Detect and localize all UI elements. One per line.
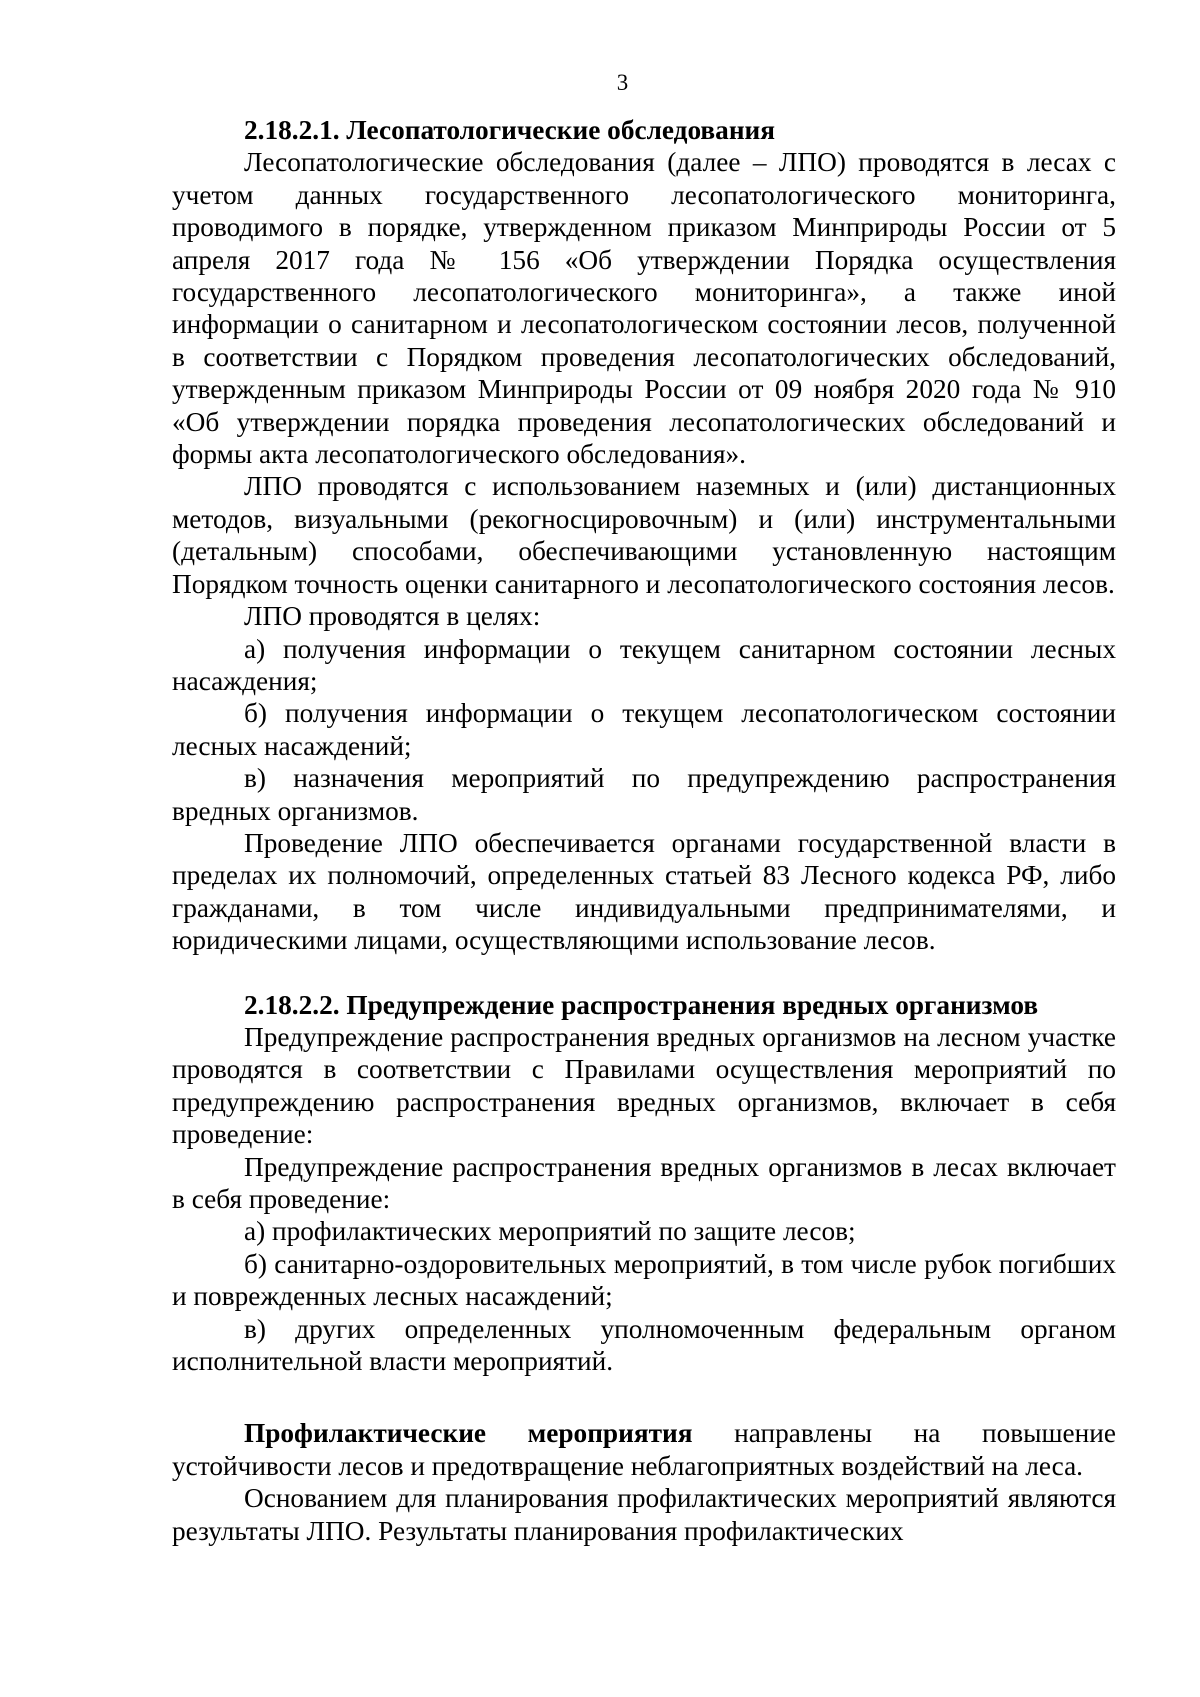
paragraph: Лесопатологические обследования (далее – ЛПО) проводятся в лесах с учетом данных государственного лесопатологического мониторинга, проводимого в порядке, утвержденном приказом Минприроды России от 5 апреля 2017 года № 156 «Об утверждении Порядка осуществления государственного лесопатологического мониторинга», а также иной информации о санитарном и лесопатологическом состоянии лесов, полученной в соответствии с Порядком проведения лесопатологических обследований, утвержденным приказом Минприроды России от 09 ноября 2020 года № 910 «Об утверждении порядка проведения лесопатологических обследований и формы акта лесопатологического обследования».: [172, 147, 1116, 470]
paragraph: Проведение ЛПО обеспечивается органами государственной власти в пределах их полномочий, определенных статьей 83 Лесного кодекса РФ, либо гражданами, в том числе индивидуальными предпринимателями, и юридическими лицами, осуществляющими использование лесов.: [172, 827, 1116, 956]
list-item: в) других определенных уполномоченным федеральным органом исполнительной власти мероприятий.: [172, 1313, 1116, 1377]
paragraph: ЛПО проводятся в целях:: [244, 601, 541, 632]
paragraph-text: направлены на повышение устойчивости лесов и предотвращение неблагоприятных воздействий на леса.: [172, 1418, 1116, 1481]
section-heading-forest-surveys: 2.18.2.1. Лесопатологические обследования: [244, 115, 776, 145]
list-item: в) назначения мероприятий по предупреждению распространения вредных организмов.: [172, 763, 1116, 826]
page-number: 3: [616, 70, 629, 95]
list-item: б) получения информации о текущем лесопатологическом состоянии лесных насаждений;: [172, 698, 1116, 761]
list-item: а) получения информации о текущем санитарном состоянии лесных насаждения;: [172, 633, 1116, 696]
paragraph: ЛПО проводятся с использованием наземных и (или) дистанционных методов, визуальными (рекогносцировочным) и (или) инструментальными (детальным) способами, обеспечивающими установленную настоящим Порядком точность оценки санитарного и лесопатологического состояния лесов.: [172, 471, 1116, 599]
paragraph: Предупреждение распространения вредных организмов на лесном участке проводятся в соответствии с Правилами осуществления мероприятий по предупреждению распространения вредных организмов, включает в себя проведение:: [172, 1021, 1116, 1150]
page-content: [172, 114, 1116, 1547]
section-spacer: [172, 957, 1116, 989]
list-item: а) профилактических мероприятий по защите лесов;: [244, 1216, 856, 1247]
list-item: б) санитарно-оздоровительных мероприятий, в том числе рубок погибших и поврежденных лесных насаждений;: [172, 1248, 1116, 1312]
bold-term: Профилактические мероприятия: [244, 1418, 693, 1449]
section-spacer: [172, 1377, 1116, 1417]
paragraph-preventive-measures: [172, 1417, 1116, 1482]
section-heading-pest-prevention: 2.18.2.2. Предупреждение распространения вредных организмов: [244, 989, 1039, 1020]
paragraph: Основанием для планирования профилактических мероприятий являются результаты ЛПО. Результаты планирования профилактических: [172, 1483, 1116, 1546]
paragraph: Предупреждение распространения вредных организмов в лесах включает в себя проведение:: [172, 1151, 1116, 1214]
